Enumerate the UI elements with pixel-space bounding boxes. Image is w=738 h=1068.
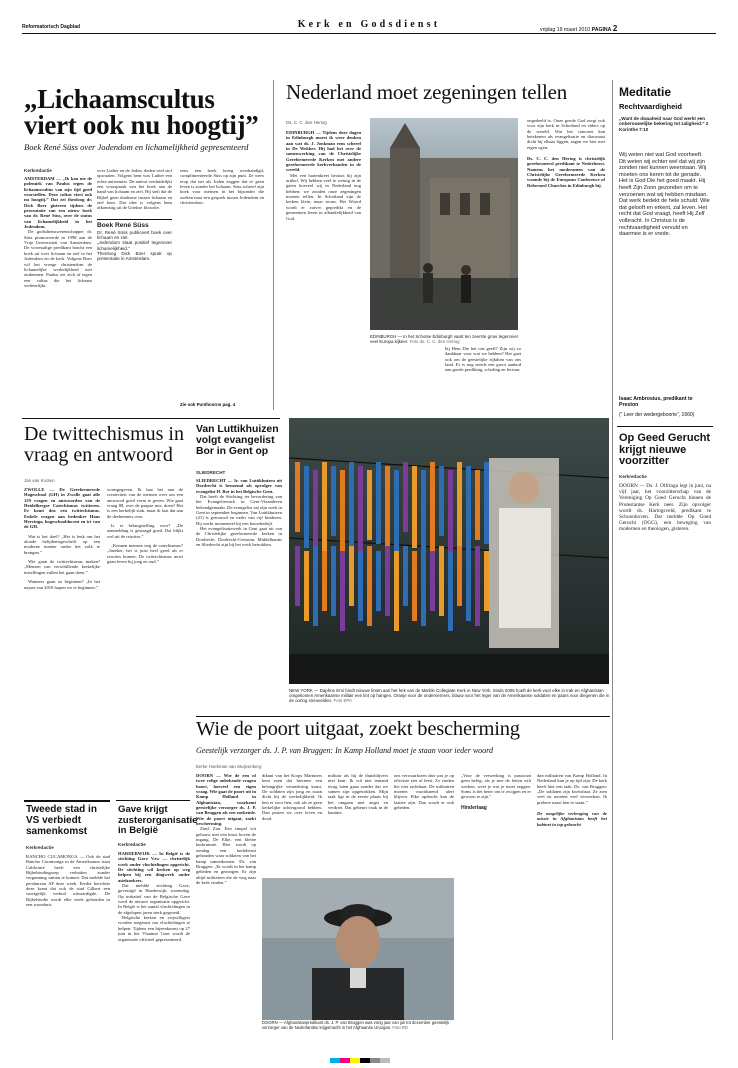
ribbon bbox=[349, 546, 354, 606]
edinburgh-photo bbox=[370, 118, 518, 330]
newyork-photo-art bbox=[289, 418, 609, 684]
page-label: PAGINA bbox=[591, 27, 612, 33]
ribbon bbox=[457, 462, 462, 556]
tweede-stad-body-text: RANCHO CUCAMONGA — Ook de stad Rancho Cucamonga in de Amerikaanse staat Californië heeft een christelijke Bijbelstudiegroep verboden zonder vergunning samen te komen. Dat meldde het persbureau AP deze week. Eerder berichtte deze krant dat ook de stad Gilbert een soortgelijk verbod uitvaardigde. De Bijbelstudie wordt elke week gehouden in een woonhuis. bbox=[26, 854, 110, 908]
goerucht-kicker: Kerkredactie bbox=[619, 474, 647, 479]
meditatie-title: Meditatie bbox=[619, 85, 672, 99]
lead-title-line1: „Lichaamscultus bbox=[24, 84, 215, 114]
lead-intro: AMSTERDAM — „Ik kan me de polemiek van Paulus tegen de lichaamscultus van zijn tijd goed voorstellen. Deze cultus viert ook nu hoogtij.” Dat zei theoloog dr. Dick Boer gisteren tijdens de presentatie van een nieuw boek van dr. René Süss, over de status van lichamelijkheid in het Jodendom. bbox=[24, 176, 92, 230]
ribbon bbox=[295, 546, 300, 606]
twittechismus-col3-text: „Kennen mensen nog de catechismus? „Jazeker, het is juist heel goed als er reacties komen. De twittechismus moet gaan leven bij jong en oud.” bbox=[107, 543, 183, 565]
poort-col4 bbox=[394, 773, 454, 873]
lead-divider bbox=[273, 80, 274, 410]
poort-col5 bbox=[461, 773, 531, 1041]
gave-kicker: Kerkredactie bbox=[118, 842, 146, 847]
ribbon bbox=[475, 546, 480, 626]
meditatie-quote-text: „Want de dwaaheid naar God werkt een onberouwelijke bekering tot zaligheid.” 2 Korinthe 7:10 bbox=[619, 116, 709, 132]
zegeningen-title: Nederland moet zegeningen tellen bbox=[286, 80, 568, 104]
lead-title bbox=[24, 86, 274, 138]
lead-title-line2: viert ook nu hoogtij” bbox=[24, 110, 259, 140]
poort-col3 bbox=[328, 773, 388, 873]
poort-col1 bbox=[196, 773, 256, 1041]
sidebar-divider bbox=[612, 80, 613, 1040]
newyork-caption-text: NEW YORK — Daphne Erni bindt nieuwe linten aan het hek van de Marble Collegiate Kerk in New York. Sinds 2006 hoeft de kerk voor elke in Irak en Afghanistan omgekomen Amerikaanse militair een lint op hangen. Oranje voor de ondernemers, blauw voor het leger van de Amerikaanse soldaten en paars voor diegenen die in de oorlog sneuvelden. bbox=[289, 688, 610, 704]
vanbruggen-photo bbox=[262, 878, 454, 1020]
luttikhuizen-col1 bbox=[196, 478, 282, 698]
zegeningen-col4-text: ongedeeld is. Onze goede God zorgt ook voor zijn kerk in Schotland en elders op de wereld. Wat het concreet kan betekenen als evangelisatie en diaconaat dicht bij elkaar liggen, zagen we hier met eigen ogen. bbox=[527, 118, 605, 150]
ribbon bbox=[448, 551, 453, 631]
luttikhuizen-body: Dat heeft de Stichting ter bevordering van het Evangeliewerk in Gent-Vlaanderen bekendgemaakt. De evangelist zal zijn werk in Gent in september beginnen. Van Luttikhuizen (41) is getrouwd en vader van vijf kinderen. Hij werkt momenteel bij een bouwbedrijf. bbox=[196, 494, 282, 526]
meditatie-quote bbox=[619, 116, 711, 150]
ribbon bbox=[385, 466, 390, 560]
luttikhuizen-rule bbox=[196, 418, 280, 419]
ribbon bbox=[475, 470, 480, 540]
goerucht-title: Op Geed Gerucht krijgt nieuwe voorzitter bbox=[619, 432, 711, 467]
ribbon bbox=[358, 551, 363, 621]
ribbon bbox=[340, 551, 345, 631]
tweede-stad-title: Tweede stad in VS verbiedt samenkomst bbox=[26, 804, 97, 837]
zegeningen-intro: EDINBURGH — Tijdens deze dagen in Edinburgh moest ik weer denken aan wat ds. J. Jonkman eens schreef in De Wekker. Hij had het over de samenwerking van de Christelijke Gereformeerde Kerken met andere gereformeerde kerkverbanden in de wereld. bbox=[286, 130, 361, 173]
twittechismus-col1 bbox=[24, 487, 100, 777]
twittechismus-intro: ZWOLLE — De Gereformeerde Hogeschool (GH) in Zwolle gaat alle 129 vragen en antwoorden van de Heidelbergse Catechismus twitteren. Er komt dus een twittechismus. Enkele vragen aan bedenker Hans Hervinga, hogeschooldocent en ict van de GH. bbox=[24, 487, 100, 530]
ribbon bbox=[412, 551, 417, 621]
luttikhuizen-col2: Het evangelisatiewerk in Gent gaat uit van de Christelijke gereformeerde kerken in Dordrecht. Dordrecht-Centrum, Middelharnis en Sliedrecht zijn bij het werk betrokken. bbox=[196, 526, 282, 548]
luttikhuizen-kicker: SLIEDRECHT bbox=[196, 470, 226, 475]
edinburgh-photo-art bbox=[370, 118, 518, 330]
ribbon bbox=[403, 546, 408, 606]
goerucht-rule bbox=[617, 426, 713, 427]
poort-col4-text: ons verwaarlozen dan wat je op televisie ziet of leest. Ze vinden het niet zichtbaar. De militairen moeten voortdurend alert blijven. Elke opdracht kan de laatste zijn. Dan wordt er ook gebeden. bbox=[394, 773, 454, 811]
twittechismus-qa: Wanneer gaan ze beginnen? „In het najaar van 2010 hopen we te beginnen.” bbox=[24, 579, 100, 590]
lead-box-title: Boek René Süss bbox=[97, 221, 149, 229]
poort-col3-text: militair als hij de thuisblijvers niet kent. Ik wil niet iemand terug laten gaan zonder dat we samen zijn opgetrokken. Mijn taak ligt in de eerste plaats bij het omgaan met angst en verdriet. Dat gebeurt vaak in de kantine. bbox=[328, 773, 388, 816]
zegeningen-byline: Ds. C. C. den Hertog bbox=[286, 120, 327, 125]
masthead-paper: Reformatorisch Dagblad bbox=[22, 24, 81, 30]
goerucht-body bbox=[619, 483, 711, 653]
twittechismus-byline: Jan van Kooten bbox=[24, 478, 55, 483]
gave-rule bbox=[116, 800, 190, 801]
lead-box-item: Dr. René Süss publiceert boek over lichaam en ziel. bbox=[97, 229, 172, 241]
tweede-stad-body bbox=[26, 854, 110, 1040]
gave-body bbox=[118, 851, 190, 1041]
lead-kicker: Kerkredactie bbox=[24, 168, 52, 173]
newyork-photo bbox=[289, 418, 609, 684]
color-registration-bar bbox=[330, 1058, 410, 1063]
poort-col6 bbox=[537, 773, 607, 1041]
ribbon bbox=[322, 551, 327, 611]
lead-col3-text: eens een boek kreeg overhandigd, complimenteerde Süss op zijn punt. Ze wees erop dat net als Joden zeggen dat er geen leven is zonder het lichaam. Süss schreef zijn boek voor mensen in het bijzonder die zoeken naar een gesprek tussen Jodendom en christendom. bbox=[180, 168, 264, 206]
ribbon bbox=[484, 462, 489, 544]
zegeningen-col4 bbox=[527, 118, 605, 410]
meditatie-subtitle: Rechtvaardigheid bbox=[619, 102, 682, 111]
ribbon bbox=[313, 546, 318, 626]
lead-body: De godsdienstwetenschapper dr. Süss promoveerde in 1998 aan de Vrije Universiteit van Amsterdam. De voormalige predikant bracht een boek uit over lichaam en ziel in het Jodendom en de kerk. Volgens Boer wil het vroege christendom de lichamelijke werkelijkheid niet ontkennen. Paulus zet zich af tegen een cultus die het lichaam verheerlijkt. bbox=[24, 229, 92, 288]
ribbon bbox=[394, 551, 399, 631]
vanbruggen-caption bbox=[262, 1021, 456, 1031]
zegeningen-body: Met een hartenkreet besloot hij zijn artikel. Wij hebben veel te weinig in de gaten hoeveel wij in Nederland nog hebben: we zouden onze zegeningen moeten tellen. In Schotland zijn de kerken klein, maar trouw. Het Woord wordt er zuiver gepredikt en de gemeenten leven in afhankelijkheid van God. bbox=[286, 172, 361, 221]
vanbruggen-photo-art bbox=[262, 878, 454, 1020]
meditatie-author: Isaac Ambrosius, predikant te Preston bbox=[619, 396, 693, 408]
ribbon bbox=[430, 551, 435, 611]
lead-col2 bbox=[97, 168, 172, 410]
ribbon bbox=[385, 546, 390, 616]
ribbon bbox=[367, 546, 372, 626]
poort-subhead1: Hinderlaag bbox=[461, 804, 487, 811]
masthead-date bbox=[540, 24, 617, 33]
edinburgh-caption-credit: Foto ds. C. C. den Hertog bbox=[409, 339, 460, 345]
zegeningen-footer: Ds. C. C. den Hertog is christelijk gereformeerd predikant te Nederhorst. Namens het moderamen van de Christelijke Gereformeerde Kerken woonde hij de European Conference of Reformed Churches in Edinburgh bij. bbox=[527, 156, 605, 188]
ribbon bbox=[412, 466, 417, 548]
masthead-section: Kerk en Godsdienst bbox=[297, 19, 441, 30]
poort-body: Zind. Zou. Een simpel wit gebouw met een kruis boven de ingang. De Elke, een kleine kerkruimte. Hier wordt op zondag een kerkdienst gehouden waar soldaten van het kamp samenkomen. Ds. van Bruggen: „Er wordt in het kamp gebeden en gezongen. Er zijn altijd militairen die de weg naar de kerk vinden.” bbox=[196, 826, 256, 885]
ribbon bbox=[340, 470, 345, 552]
ribbon bbox=[457, 546, 462, 606]
twittechismus-col2 bbox=[107, 487, 183, 777]
lead-box-item: Theoloog Dick Boer sprak op presentatie in Amsterdam. bbox=[97, 251, 172, 262]
poort-rule bbox=[196, 716, 610, 717]
poort-col2-text: dikant van het Korps Mariniers kent men dat hiermee een belangrijke verandering komt. De soldaten zijn jong en staan dicht bij de werkelijkheid. Ik ben er voor hen, ook als ze geen kerkelijke achtergrond hebben. Dan praten we over leven en dood. bbox=[262, 773, 322, 821]
vanbruggen-caption-credit: Foto RD bbox=[392, 1024, 408, 1030]
ribbon bbox=[484, 551, 489, 611]
luttikhuizen-title: Van Luttikhuizen volgt evangelist Bor in Gent op bbox=[196, 424, 279, 457]
ribbon bbox=[448, 470, 453, 552]
meditatie-body bbox=[619, 152, 711, 394]
luttikhuizen-intro: SLIEDRECHT — Ir. van Luttikhuizen uit Dordrecht is benoemd als opvolger van evangelist H. Bor in het Belgische Gent. bbox=[196, 478, 282, 494]
ribbon bbox=[421, 546, 426, 626]
vanbruggen-caption-text: DOORN — Afghanistanpredikant ds. J. P. van Bruggen was vorig jaar van juli tot december geestelijk verzorger van de Nederlandse krijgsmacht in het Afghaanse Uruzgan. bbox=[262, 1020, 450, 1030]
edinburgh-caption-text: EDINBURGH — In het Schotse Edinburgh vaart ten zeerste groei tegenover veel Europa kijkeer. bbox=[370, 334, 519, 345]
zegeningen-col3 bbox=[445, 346, 521, 410]
twittechismus-qa: Is er belangstelling voor? „De aanmelding is gestaagd goed. Dat blijkt wel uit de reacties.” bbox=[107, 523, 183, 539]
twittechismus-qa: Wie gaan de twittechismus maken? „Mensen van verschillende kerkelijke instellingen zullen het gaan doen.” bbox=[24, 559, 100, 575]
lead-col2-text: over Luther en de Joden, deden veel stof opwaaien. Volgens hem was Luther een echte antisemiet. De auteur verduidelijkt een voorspraak van het boek aan de hand van lichaam en ziel. Hij stelt dat de Bijbel geen dualisme tussen lichaam en ziel kent. Dat idee is volgens hem afkomstig uit de Griekse filosofie. bbox=[97, 168, 172, 211]
twittechismus-col2-text: vormgegeven. Ik laat het aan de creativiteit van de mensen over om een antwoord goed vorm te geven. Wie gaat vraag 88, over de paapse mis, doen? Het is een kerkelijk stuk, maar ik laat dat aan de deelnemers over. bbox=[107, 487, 183, 519]
poort-col5-text: „Voor de verwerking is pastoraat geen beleg; als je met de feiten wilt werken, weet je wat je moet zeggen. Soms is het beter om te zwijgen en er gewoon te zijn.” bbox=[461, 773, 531, 800]
lead-source: Zie ook Punthoorns pag. 4 bbox=[180, 402, 236, 407]
goerucht-body-text: DOORN — Ds. J. Olfringa legt in juni, na vijf jaar, het voorzitterschap van de Vereniging Op Goed Gerucht binnen de Protestantse Kerk neer. Zijn opvolger wordt ds. Hartogsveld, predikant te Schoonhoven. Dat meldde Op Goed Gerucht (OGG), een beweging van modernen en theologen, gisteren. bbox=[619, 483, 711, 533]
zegeningen-col1 bbox=[286, 130, 361, 410]
newyork-caption-credit: Foto EPA bbox=[333, 698, 352, 704]
ribbon bbox=[439, 466, 444, 536]
ribbon bbox=[466, 551, 471, 621]
ribbon bbox=[331, 546, 336, 616]
ribbon bbox=[331, 466, 336, 536]
lead-box bbox=[97, 219, 172, 262]
page-number: 2 bbox=[612, 24, 618, 33]
ribbon bbox=[376, 462, 381, 544]
poort-subtitle: Geestelijk verzorger ds. J. P. van Bruggen: In Kamp Holland moet je staan voor ieder woord bbox=[196, 746, 493, 755]
gave-title: Gave krijgt zusterorganisatie in België bbox=[118, 804, 198, 836]
poort-col6-text: dan militairen van Kamp Holland. In Nederland kun je op tijd zijn. De kerk heeft hier een taak. Ds. van Bruggen: „De soldaten zijn kwetsbaar. Ze zien veel en moeten veel verwerken. Ik probeer naast hen te staan.” bbox=[537, 773, 607, 805]
ribbon bbox=[304, 551, 309, 621]
newyork-caption bbox=[289, 688, 611, 704]
lead-subtitle: Boek René Süss over Jodendom en lichamelijkheid gepresenteerd bbox=[24, 142, 249, 152]
gave-col2: Belgische kerken en vrijwilligers worden toegerust om vluchtelingen te helpen. Tijdens een bijeenkomst op 27 juni in het Vlaamse Gent wordt de organisatie officieel gepresenteerd. bbox=[118, 915, 190, 942]
ribbon bbox=[349, 462, 354, 556]
edinburgh-caption bbox=[370, 334, 520, 344]
tweede-stad-kicker: Kerkredactie bbox=[26, 845, 54, 850]
ribbon bbox=[304, 466, 309, 548]
meditatie-body-text: Wij weten niet wat God voorheeft. Dit weten wij echter wel dat wij zijn zonden niet kunnen weerstaan. Wij moeten ons keren tot de genade. Het is God Die het goed maakt. Hij heeft Zijn Zoon gezonden om te verzoenen wat wij hebben misdaan. Dat werk bedekt de hele schuld. Wie dat gelooft en erkent, zal leven. Het recht dat God vraagt, heeft Hij Zelf volbracht. In Christus is de rechtvaardigheid vervuld en daarmee is er vrede. bbox=[619, 152, 710, 238]
zegeningen-col3-text: bij Hem Die het ons geeft? Zijn wij zo dankbaar voor wat we hebben? Het gaat ook om de geestelijke rijkdom van ons land. Er is nog steeds een groot aanbod aan goede prediking, scholing en lectuur. bbox=[445, 346, 521, 373]
poort-intro: DOORN — Wie de een of twee velige onbekende vragen hoort, hoeveel een eigen vraag. Wie gaat de poort uit in Kamp Holland in Afghanistan, voorkomt geestelijke verzorger ds. J. P. van Bruggen als een zoekende. Wie de poort uitgaat, zoekt bescherming. bbox=[196, 773, 256, 827]
poort-col2 bbox=[262, 773, 322, 873]
ribbon bbox=[439, 546, 444, 616]
gave-body-text: Dat meldde stichting Gave, gevestigd in Harderwijk, woensdag. Op initiatief van de Belgische Gave werd de nieuwe organisatie opgericht. In België is het aantal vluchtelingen in de afgelopen jaren sterk gegroeid. bbox=[118, 883, 190, 915]
ribbon bbox=[367, 470, 372, 540]
gave-intro: HARDERWIJK — In België is de stichting Gave Vzw — christelijk werk onder vluchtelingen opgericht. De stichting wil kerken op weg helpen bij een dingwerk onder asielzoekers. bbox=[118, 851, 190, 883]
masthead-rule bbox=[22, 33, 716, 34]
meditatie-author-note: (“ Leer der wedergeboorte”, 1660) bbox=[619, 412, 695, 418]
twittechismus-title-line1: De twittechismus in bbox=[24, 423, 184, 445]
ribbon bbox=[295, 462, 300, 532]
poort-byline: Eerke Hoekman van Stuijvenberg bbox=[196, 764, 262, 769]
poort-title: Wie de poort uitgaat, zoekt bescherming bbox=[196, 718, 520, 740]
lead-box-item: „Jodendom staat positief tegenover lichamelijkheid.” bbox=[97, 240, 172, 251]
twittechismus-title-line2: vraag en antwoord bbox=[24, 444, 173, 466]
twittechismus-qa: Wat is het doel? „Het is leuk om het aloude belijdenisgeschrift op een moderne manier onder het volk te brengen.” bbox=[24, 533, 100, 555]
ribbon bbox=[403, 462, 408, 532]
lead-col1 bbox=[24, 176, 92, 410]
lead-col3 bbox=[180, 168, 264, 400]
date-text: vrijdag 19 maart 2010 bbox=[540, 27, 591, 33]
poort-subhead2: De mogelijke verlenging van de missie in Afghanistan heeft het kabinet in top gebracht bbox=[537, 811, 607, 827]
ribbon bbox=[376, 551, 381, 611]
